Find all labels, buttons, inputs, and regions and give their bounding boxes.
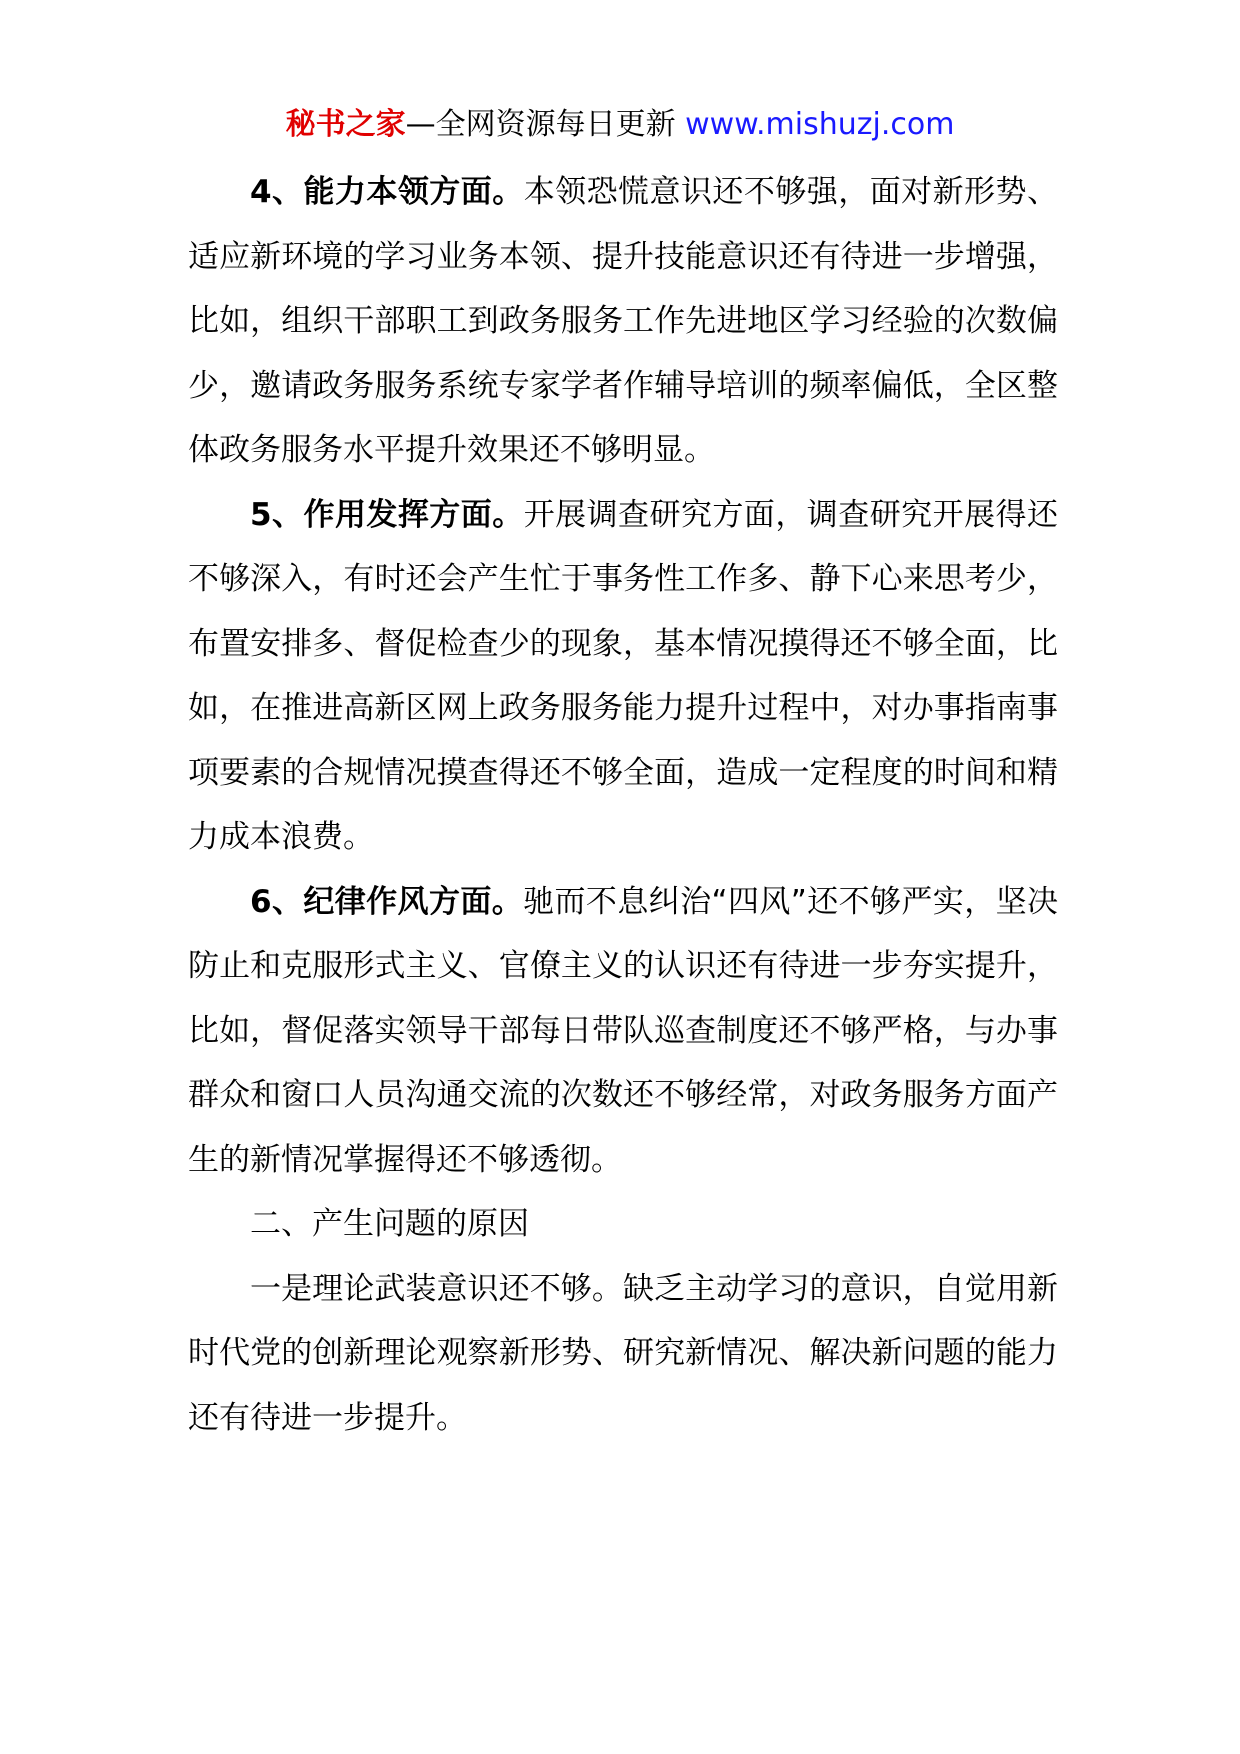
paragraph-lead: 4、能力本领方面。: [250, 174, 524, 210]
paragraph-discipline: [188, 870, 1058, 1193]
paragraph-text: 开展调查研究方面，调查研究开展得还不够深入，有时还会产生忙于事务性工作多、静下心来思考少，布置安排多、督促检查少的现象，基本情况摸得还不够全面，比如，在推进高新区网上政务服务能力提升过程中，对办事指南事项要素的合规情况摸查得还不够全面，造成一定程度的时间和精力成本浪费。: [188, 496, 1058, 855]
page-header: [0, 103, 1240, 147]
paragraph-ability: [188, 160, 1058, 483]
paragraph-text: 本领恐慌意识还不够强，面对新形势、适应新环境的学习业务本领、提升技能意识还有待进一步增强，比如，组织干部职工到政务服务工作先进地区学习经验的次数偏少，邀请政务服务系统专家学者作辅导培训的频率偏低，全区整体政务服务水平提升效果还不够明显。: [188, 174, 1058, 468]
paragraph-lead: 6、纪律作风方面。: [250, 883, 524, 920]
paragraph-cause-one: 一是理论武装意识还不够。缺乏主动学习的意识，自觉用新时代党的创新理论观察新形势、研究新情况、解决新问题的能力还有待进一步提升。: [188, 1270, 1058, 1436]
section-heading: 二、产生问题的原因: [250, 1206, 529, 1242]
brand-name: 秘书之家: [285, 107, 406, 142]
paragraph-text: 驰而不息纠治“四风”还不够严实，坚决防止和克服形式主义、官僚主义的认识还有待进一步夯实提升，比如，督促落实领导干部每日带队巡查制度还不够严格，与办事群众和窗口人员沟通交流的次数还不够经常，对政务服务方面产生的新情况掌握得还不够透彻。: [188, 883, 1058, 1178]
header-tagline: —全网资源每日更新: [405, 107, 676, 142]
paragraph-lead: 5、作用发挥方面。: [250, 496, 524, 533]
paragraph-role: [188, 483, 1058, 870]
document-body: [188, 160, 1058, 1450]
website-link[interactable]: www.mishuzj.com: [685, 107, 955, 142]
